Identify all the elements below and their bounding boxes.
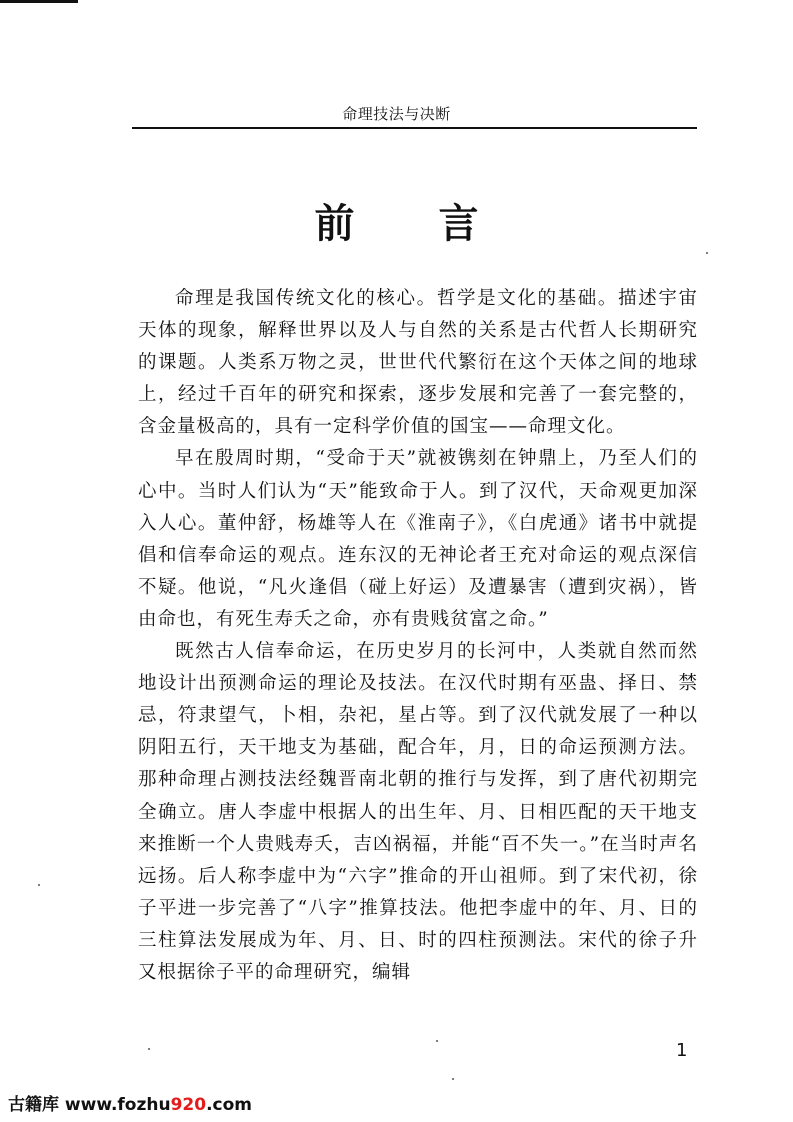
- watermark-site-name: 古籍库: [8, 1095, 59, 1115]
- watermark: [8, 1090, 252, 1115]
- chapter-title: 前言: [314, 201, 563, 247]
- scan-corner-mark: [0, 0, 78, 3]
- watermark-url-digits: 920: [170, 1095, 207, 1115]
- paragraph: 早在殷周时期，“受命于天”就被镌刻在钟鼎上，乃至人们的心中。当时人们认为“天”能致命于人。到了汉代，天命观更加深入人心。董仲舒，杨雄等人在《淮南子》，《白虎通》诸书中就提倡和信奉命运的观点。连东汉的无神论者王充对命运的观点深信不疑。他说，“凡火逢倡（碰上好运）及遭暴害（遭到灾祸），皆由命也，有死生寿夭之命，亦有贵贱贫富之命。”: [138, 448, 698, 630]
- scan-speck: [148, 1048, 150, 1050]
- watermark-url-suffix: .com: [206, 1095, 253, 1115]
- page-number: 1: [676, 1040, 688, 1061]
- watermark-url-prefix: www.fozhu: [64, 1095, 171, 1115]
- paragraph: 命理是我国传统文化的核心。哲学是文化的基础。描述宇宙天体的现象，解释世界以及人与自然的关系是古代哲人长期研究的课题。人类系万物之灵，世世代代繁衍在这个天体之间的地球上，经过千百年的研究和探索，逐步发展和完善了一套完整的，含金量极高的，具有一定科学价值的国宝——命理文化。: [138, 288, 698, 438]
- running-header: 命理技法与决断: [342, 105, 451, 123]
- header-rule: [132, 127, 697, 129]
- watermark-url: [65, 1095, 252, 1115]
- body-text: [138, 283, 698, 989]
- scan-speck: [436, 1040, 438, 1042]
- paragraph: 既然古人信奉命运，在历史岁月的长河中，人类就自然而然地设计出预测命运的理论及技法。在汉代时期有巫蛊、择日、禁忌，符隶望气，卜相，杂祀，星占等。到了汉代就发展了一种以阴阳五行，天干地支为基础，配合年，月，日的命运预测方法。那种命理占测技法经魏晋南北朝的推行与发挥，到了唐代初期完全确立。唐人李虚中根据人的出生年、月、日相匹配的天干地支来推断一个人贵贱寿夭，吉凶祸福，并能“百不失一。”在当时声名远扬。后人称李虚中为“六字”推命的开山祖师。到了宋代初，徐子平进一步完善了“八字”推算技法。他把李虚中的年、月、日的三柱算法发展成为年、月、日、时的四柱预测法。宋代的徐子升又根据徐子平的命理研究，编辑: [138, 641, 698, 983]
- scan-speck: [38, 884, 40, 886]
- scan-speck: [452, 1078, 454, 1080]
- scan-speck: [706, 252, 708, 254]
